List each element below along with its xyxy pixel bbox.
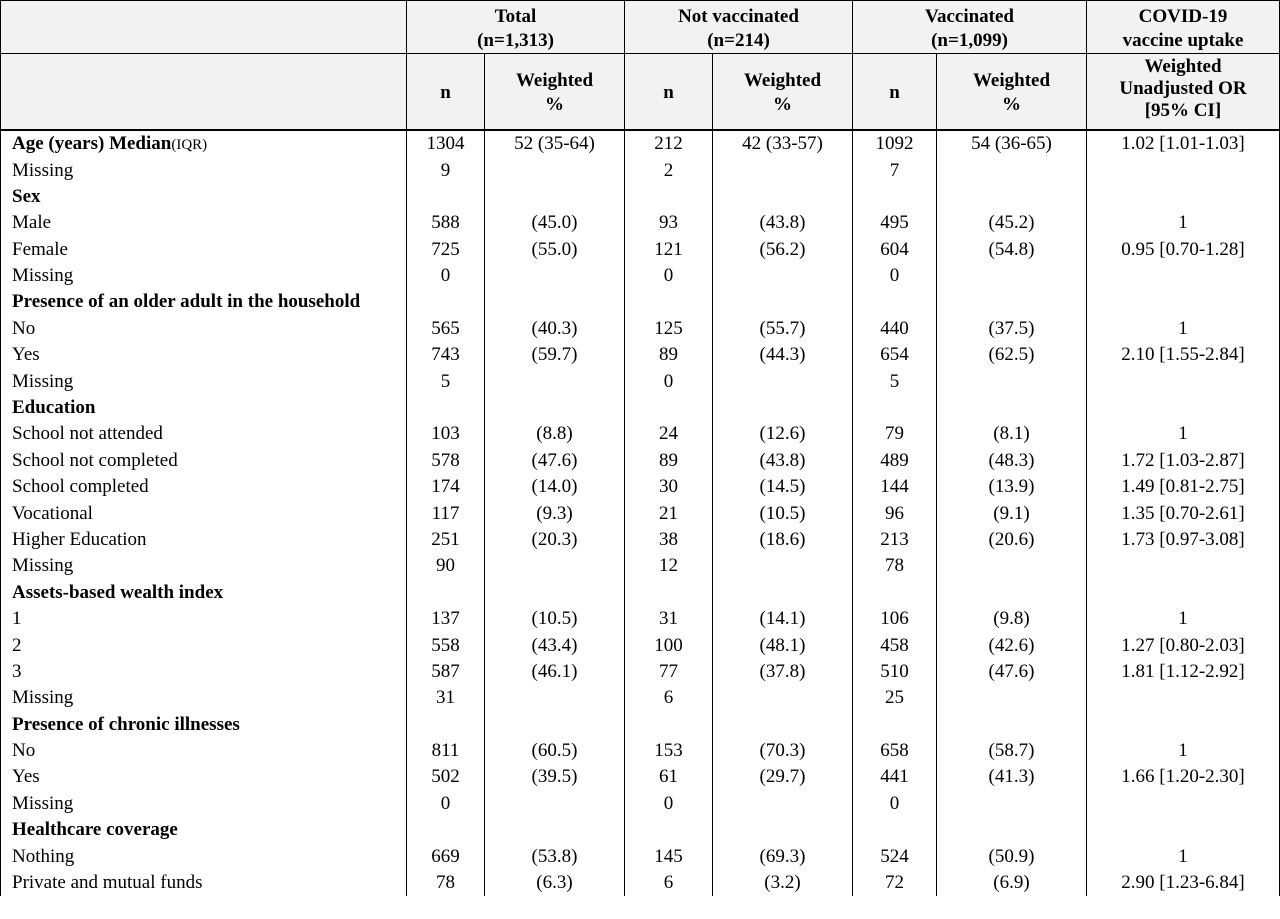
empty-cell	[485, 395, 625, 421]
cell-total-weighted: (46.1)	[485, 659, 625, 685]
empty-cell	[937, 395, 1087, 421]
cell-vacc-weighted: (42.6)	[937, 633, 1087, 659]
empty-cell	[713, 395, 853, 421]
empty-cell	[1087, 184, 1280, 210]
cell-vacc-weighted	[937, 553, 1087, 579]
table-row	[1, 870, 1280, 896]
cell-vacc-n: 106	[853, 606, 937, 632]
cell-vacc-n: 72	[853, 870, 937, 896]
cell-vacc-n: 79	[853, 421, 937, 447]
cell-total-n: 565	[407, 316, 485, 342]
cell-total-weighted: (47.6)	[485, 448, 625, 474]
row-label: Nothing	[1, 844, 407, 870]
cell-notvacc-n: 100	[625, 633, 713, 659]
subheader-weighted-line2: %	[545, 94, 564, 116]
empty-cell	[853, 580, 937, 606]
cell-vacc-n: 0	[853, 263, 937, 289]
cell-notvacc-n: 0	[625, 791, 713, 817]
cell-notvacc-n: 93	[625, 210, 713, 236]
table-row	[1, 633, 1280, 659]
cell-vacc-n: 78	[853, 553, 937, 579]
cell-total-n: 0	[407, 263, 485, 289]
table-body	[1, 130, 1280, 897]
row-label: 3	[1, 659, 407, 685]
cell-total-weighted	[485, 553, 625, 579]
empty-cell	[1087, 289, 1280, 315]
empty-cell	[407, 289, 485, 315]
empty-cell	[1087, 580, 1280, 606]
cell-notvacc-n: 21	[625, 501, 713, 527]
empty-cell	[485, 184, 625, 210]
cell-total-weighted	[485, 158, 625, 184]
cell-notvacc-n: 6	[625, 870, 713, 896]
empty-cell	[937, 817, 1087, 843]
cell-notvacc-n: 38	[625, 527, 713, 553]
cell-total-n: 78	[407, 870, 485, 896]
cell-notvacc-weighted: (70.3)	[713, 738, 853, 764]
section-label: Presence of chronic illnesses	[1, 712, 407, 738]
subheader-weighted-line1: Weighted	[743, 70, 822, 92]
cell-vacc-weighted: (37.5)	[937, 316, 1087, 342]
subheader-weighted-line1: Weighted	[972, 70, 1051, 92]
cell-odds-ratio: 1.35 [0.70-2.61]	[1087, 501, 1280, 527]
subheader-total-n: n	[407, 54, 485, 130]
header-total	[407, 1, 625, 54]
cell-notvacc-weighted: (56.2)	[713, 237, 853, 263]
cell-total-weighted: (10.5)	[485, 606, 625, 632]
row-label-main: Age (years) Median	[12, 132, 172, 154]
cell-notvacc-weighted	[713, 791, 853, 817]
empty-cell	[625, 184, 713, 210]
cell-vacc-n: 654	[853, 342, 937, 368]
cell-vacc-n: 658	[853, 738, 937, 764]
table-row	[1, 263, 1280, 289]
cell-vacc-weighted: (13.9)	[937, 474, 1087, 500]
row-label: Missing	[1, 791, 407, 817]
cell-notvacc-weighted: (44.3)	[713, 342, 853, 368]
or-line2: Unadjusted OR	[1119, 78, 1247, 99]
cell-notvacc-weighted	[713, 685, 853, 711]
table-row	[1, 474, 1280, 500]
row-label: Female	[1, 237, 407, 263]
cell-notvacc-weighted: (3.2)	[713, 870, 853, 896]
section-header-row	[1, 817, 1280, 843]
subheader-odds-ratio	[1087, 54, 1280, 130]
cell-vacc-n: 524	[853, 844, 937, 870]
section-label: Sex	[1, 184, 407, 210]
empty-cell	[713, 712, 853, 738]
row-label: School not attended	[1, 421, 407, 447]
cell-notvacc-weighted: (12.6)	[713, 421, 853, 447]
cell-notvacc-n: 145	[625, 844, 713, 870]
table-row	[1, 369, 1280, 395]
cell-notvacc-weighted: (18.6)	[713, 527, 853, 553]
table-row	[1, 553, 1280, 579]
cell-vacc-weighted	[937, 369, 1087, 395]
cell-total-weighted: (14.0)	[485, 474, 625, 500]
cell-vacc-n: 96	[853, 501, 937, 527]
cell-total-n: 251	[407, 527, 485, 553]
section-header-row	[1, 395, 1280, 421]
cell-notvacc-n: 61	[625, 764, 713, 790]
cell-total-n: 587	[407, 659, 485, 685]
cell-vacc-n: 7	[853, 158, 937, 184]
cell-odds-ratio: 1.66 [1.20-2.30]	[1087, 764, 1280, 790]
cell-total-n: 725	[407, 237, 485, 263]
cell-vacc-weighted: (54.8)	[937, 237, 1087, 263]
section-header-row	[1, 712, 1280, 738]
cell-vacc-n: 1092	[853, 130, 937, 158]
cell-total-n: 174	[407, 474, 485, 500]
section-label: Presence of an older adult in the household	[1, 289, 407, 315]
cell-total-weighted: (8.8)	[485, 421, 625, 447]
cell-vacc-weighted: (58.7)	[937, 738, 1087, 764]
cell-vacc-n: 25	[853, 685, 937, 711]
empty-cell	[713, 817, 853, 843]
cell-notvacc-weighted	[713, 158, 853, 184]
cell-notvacc-weighted: (37.8)	[713, 659, 853, 685]
row-label: School not completed	[1, 448, 407, 474]
cell-notvacc-weighted: 42 (33-57)	[713, 130, 853, 158]
cell-total-weighted: (39.5)	[485, 764, 625, 790]
cell-notvacc-weighted: (43.8)	[713, 448, 853, 474]
cell-total-weighted	[485, 685, 625, 711]
cell-total-n: 811	[407, 738, 485, 764]
cell-vacc-weighted: (48.3)	[937, 448, 1087, 474]
cell-vacc-weighted: (6.9)	[937, 870, 1087, 896]
row-label: Missing	[1, 553, 407, 579]
cell-total-n: 669	[407, 844, 485, 870]
cell-odds-ratio: 1	[1087, 606, 1280, 632]
empty-cell	[937, 289, 1087, 315]
cell-total-n: 0	[407, 791, 485, 817]
cell-notvacc-weighted: (55.7)	[713, 316, 853, 342]
cell-odds-ratio: 1.72 [1.03-2.87]	[1087, 448, 1280, 474]
row-label: School completed	[1, 474, 407, 500]
section-header-row	[1, 184, 1280, 210]
table-row	[1, 606, 1280, 632]
table-row	[1, 764, 1280, 790]
header-uptake-line2: vaccine uptake	[1122, 30, 1244, 51]
subheader-blank	[1, 54, 407, 130]
cell-total-n: 558	[407, 633, 485, 659]
cell-vacc-weighted	[937, 263, 1087, 289]
cell-odds-ratio	[1087, 263, 1280, 289]
or-line1: Weighted	[1144, 56, 1222, 77]
cell-vacc-weighted	[937, 685, 1087, 711]
cell-total-weighted: (20.3)	[485, 527, 625, 553]
cell-vacc-n: 495	[853, 210, 937, 236]
header-vaccinated-label: Vaccinated	[924, 6, 1015, 27]
cell-vacc-n: 489	[853, 448, 937, 474]
empty-cell	[625, 289, 713, 315]
empty-cell	[1087, 817, 1280, 843]
empty-cell	[407, 395, 485, 421]
cell-vacc-n: 144	[853, 474, 937, 500]
cell-notvacc-n: 6	[625, 685, 713, 711]
cell-notvacc-n: 30	[625, 474, 713, 500]
header-not-vaccinated	[625, 1, 853, 54]
cell-vacc-n: 440	[853, 316, 937, 342]
table-row	[1, 316, 1280, 342]
cell-notvacc-n: 121	[625, 237, 713, 263]
header-not-vaccinated-n: (n=214)	[707, 30, 770, 51]
row-label: Higher Education	[1, 527, 407, 553]
row-label: Private and mutual funds	[1, 870, 407, 896]
cell-vacc-weighted: (9.1)	[937, 501, 1087, 527]
cell-notvacc-weighted: (43.8)	[713, 210, 853, 236]
empty-cell	[407, 817, 485, 843]
section-label: Education	[1, 395, 407, 421]
cell-odds-ratio: 1.73 [0.97-3.08]	[1087, 527, 1280, 553]
table-row	[1, 342, 1280, 368]
section-header-row	[1, 580, 1280, 606]
table-row	[1, 844, 1280, 870]
empty-cell	[937, 580, 1087, 606]
empty-cell	[485, 712, 625, 738]
cell-odds-ratio: 1.81 [1.12-2.92]	[1087, 659, 1280, 685]
row-label: 2	[1, 633, 407, 659]
cell-total-weighted: (60.5)	[485, 738, 625, 764]
subheader-weighted-line2: %	[773, 94, 792, 116]
empty-cell	[937, 184, 1087, 210]
cell-vacc-weighted: (47.6)	[937, 659, 1087, 685]
cell-vacc-n: 458	[853, 633, 937, 659]
cell-vacc-n: 604	[853, 237, 937, 263]
cell-odds-ratio: 2.10 [1.55-2.84]	[1087, 342, 1280, 368]
cell-vacc-n: 213	[853, 527, 937, 553]
empty-cell	[713, 580, 853, 606]
cell-notvacc-weighted: (29.7)	[713, 764, 853, 790]
row-label: Yes	[1, 764, 407, 790]
cell-notvacc-weighted	[713, 369, 853, 395]
cell-odds-ratio: 1	[1087, 316, 1280, 342]
header-blank	[1, 1, 407, 54]
cell-total-weighted: (43.4)	[485, 633, 625, 659]
table-row	[1, 158, 1280, 184]
header-uptake-line1: COVID-19	[1138, 6, 1228, 27]
cell-odds-ratio: 1.27 [0.80-2.03]	[1087, 633, 1280, 659]
table-row	[1, 210, 1280, 236]
header-uptake	[1087, 1, 1280, 54]
header-row-subcolumns	[1, 54, 1280, 130]
cell-notvacc-n: 153	[625, 738, 713, 764]
cell-total-n: 137	[407, 606, 485, 632]
empty-cell	[407, 184, 485, 210]
cell-vacc-weighted	[937, 158, 1087, 184]
empty-cell	[625, 580, 713, 606]
header-not-vaccinated-label: Not vaccinated	[678, 6, 799, 27]
cell-total-n: 117	[407, 501, 485, 527]
subheader-notvacc-n: n	[625, 54, 713, 130]
empty-cell	[937, 712, 1087, 738]
cell-notvacc-n: 77	[625, 659, 713, 685]
cell-total-n: 502	[407, 764, 485, 790]
cell-notvacc-weighted	[713, 263, 853, 289]
table-row	[1, 421, 1280, 447]
cell-notvacc-n: 31	[625, 606, 713, 632]
cell-odds-ratio: 1.02 [1.01-1.03]	[1087, 130, 1280, 158]
table-row	[1, 527, 1280, 553]
cell-vacc-n: 0	[853, 791, 937, 817]
cell-notvacc-n: 0	[625, 369, 713, 395]
cell-total-n: 588	[407, 210, 485, 236]
cell-odds-ratio: 2.90 [1.23-6.84]	[1087, 870, 1280, 896]
row-label: Missing	[1, 263, 407, 289]
cell-vacc-n: 5	[853, 369, 937, 395]
cell-vacc-weighted: (45.2)	[937, 210, 1087, 236]
cell-notvacc-n: 2	[625, 158, 713, 184]
empty-cell	[407, 580, 485, 606]
or-line3: [95% CI]	[1144, 100, 1222, 121]
header-total-n: (n=1,313)	[477, 30, 554, 51]
cell-notvacc-n: 0	[625, 263, 713, 289]
cell-odds-ratio: 1	[1087, 738, 1280, 764]
cell-total-weighted: (6.3)	[485, 870, 625, 896]
cell-vacc-weighted: (8.1)	[937, 421, 1087, 447]
cell-total-weighted: (9.3)	[485, 501, 625, 527]
empty-cell	[625, 395, 713, 421]
cell-notvacc-n: 24	[625, 421, 713, 447]
row-label-suffix: (IQR)	[171, 136, 208, 153]
row-label	[1, 130, 407, 158]
cell-total-n: 9	[407, 158, 485, 184]
empty-cell	[853, 289, 937, 315]
header-vaccinated	[853, 1, 1087, 54]
cell-total-n: 578	[407, 448, 485, 474]
cell-odds-ratio: 1	[1087, 210, 1280, 236]
cell-total-weighted	[485, 791, 625, 817]
row-label: Missing	[1, 158, 407, 184]
table-row	[1, 130, 1280, 158]
cell-vacc-weighted: (41.3)	[937, 764, 1087, 790]
cell-notvacc-weighted: (69.3)	[713, 844, 853, 870]
cell-odds-ratio	[1087, 369, 1280, 395]
cell-notvacc-weighted: (10.5)	[713, 501, 853, 527]
cell-notvacc-n: 12	[625, 553, 713, 579]
table-row	[1, 738, 1280, 764]
cell-odds-ratio: 1	[1087, 844, 1280, 870]
empty-cell	[1087, 712, 1280, 738]
cell-vacc-n: 441	[853, 764, 937, 790]
empty-cell	[853, 817, 937, 843]
subheader-weighted-line2: %	[1002, 94, 1021, 116]
section-label: Assets-based wealth index	[1, 580, 407, 606]
table-row	[1, 448, 1280, 474]
row-label: Male	[1, 210, 407, 236]
subheader-notvacc-weighted	[713, 54, 853, 130]
table-row	[1, 501, 1280, 527]
cell-notvacc-n: 212	[625, 130, 713, 158]
empty-cell	[407, 712, 485, 738]
row-label: Vocational	[1, 501, 407, 527]
cell-total-n: 90	[407, 553, 485, 579]
cell-odds-ratio	[1087, 791, 1280, 817]
cell-total-weighted: (45.0)	[485, 210, 625, 236]
cell-total-weighted: (59.7)	[485, 342, 625, 368]
row-label: Yes	[1, 342, 407, 368]
row-label: No	[1, 738, 407, 764]
cell-total-n: 31	[407, 685, 485, 711]
cell-vacc-n: 510	[853, 659, 937, 685]
cell-notvacc-n: 89	[625, 448, 713, 474]
empty-cell	[853, 712, 937, 738]
cell-odds-ratio: 1	[1087, 421, 1280, 447]
empty-cell	[713, 184, 853, 210]
cell-total-weighted: (40.3)	[485, 316, 625, 342]
empty-cell	[485, 580, 625, 606]
row-label: Missing	[1, 369, 407, 395]
table-row	[1, 237, 1280, 263]
cell-notvacc-n: 89	[625, 342, 713, 368]
table-row	[1, 659, 1280, 685]
empty-cell	[713, 289, 853, 315]
row-label: No	[1, 316, 407, 342]
subheader-vacc-weighted	[937, 54, 1087, 130]
cell-vacc-weighted: (9.8)	[937, 606, 1087, 632]
cell-notvacc-weighted	[713, 553, 853, 579]
cell-odds-ratio	[1087, 553, 1280, 579]
cell-vacc-weighted	[937, 791, 1087, 817]
cell-total-n: 1304	[407, 130, 485, 158]
cell-notvacc-weighted: (14.5)	[713, 474, 853, 500]
section-label: Healthcare coverage	[1, 817, 407, 843]
empty-cell	[625, 712, 713, 738]
cell-notvacc-weighted: (48.1)	[713, 633, 853, 659]
header-row-groups	[1, 1, 1280, 54]
subheader-total-weighted	[485, 54, 625, 130]
table-row	[1, 685, 1280, 711]
empty-cell	[1087, 395, 1280, 421]
empty-cell	[853, 184, 937, 210]
cell-notvacc-n: 125	[625, 316, 713, 342]
empty-cell	[485, 817, 625, 843]
cell-vacc-weighted: (62.5)	[937, 342, 1087, 368]
cell-vacc-weighted: 54 (36-65)	[937, 130, 1087, 158]
empty-cell	[853, 395, 937, 421]
header-total-label: Total	[494, 6, 537, 27]
cell-total-n: 743	[407, 342, 485, 368]
subheader-vacc-n: n	[853, 54, 937, 130]
table-row	[1, 791, 1280, 817]
cell-total-weighted	[485, 369, 625, 395]
cell-total-n: 103	[407, 421, 485, 447]
cell-notvacc-weighted: (14.1)	[713, 606, 853, 632]
cell-vacc-weighted: (20.6)	[937, 527, 1087, 553]
row-label: Missing	[1, 685, 407, 711]
cell-total-weighted	[485, 263, 625, 289]
section-header-row	[1, 289, 1280, 315]
cell-total-weighted: (53.8)	[485, 844, 625, 870]
row-label: 1	[1, 606, 407, 632]
cell-vacc-weighted: (50.9)	[937, 844, 1087, 870]
cell-odds-ratio	[1087, 158, 1280, 184]
cell-total-n: 5	[407, 369, 485, 395]
cell-odds-ratio: 1.49 [0.81-2.75]	[1087, 474, 1280, 500]
empty-cell	[625, 817, 713, 843]
cell-odds-ratio	[1087, 685, 1280, 711]
cell-total-weighted: 52 (35-64)	[485, 130, 625, 158]
cell-odds-ratio: 0.95 [0.70-1.28]	[1087, 237, 1280, 263]
header-vaccinated-n: (n=1,099)	[931, 30, 1008, 51]
empty-cell	[485, 289, 625, 315]
subheader-weighted-line1: Weighted	[515, 70, 594, 92]
cell-total-weighted: (55.0)	[485, 237, 625, 263]
